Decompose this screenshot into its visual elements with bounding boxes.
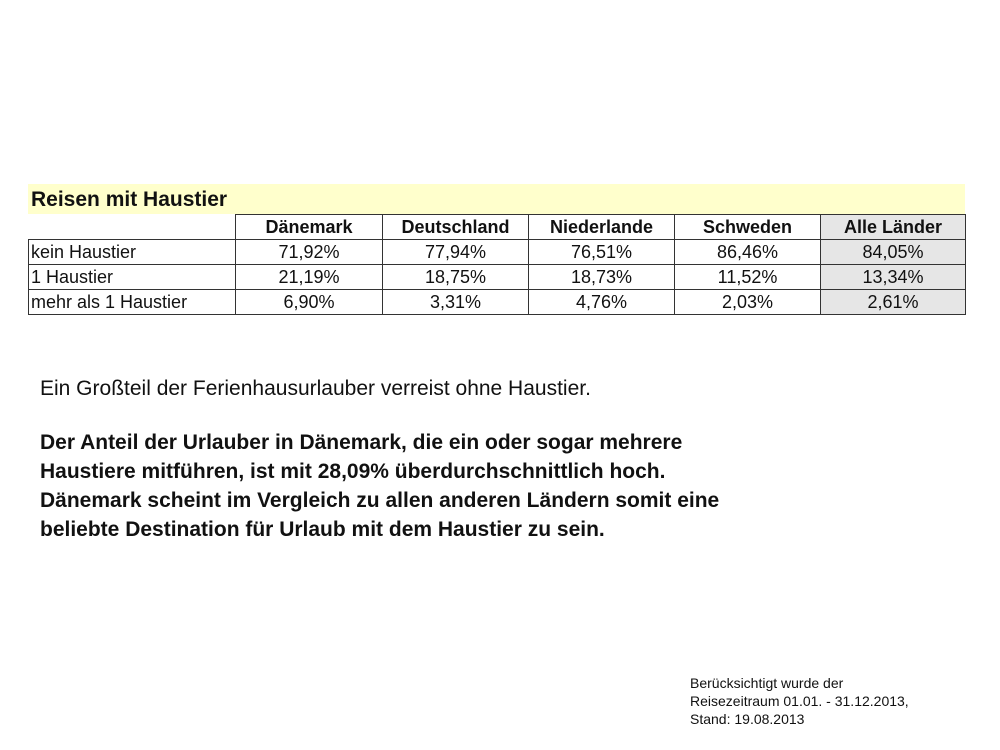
table-cell: 6,90% [236,290,383,315]
summary-conclusion-line: Haustiere mitführen, ist mit 28,09% überdurchschnittlich hoch. [40,460,666,483]
table-header-row [29,215,966,240]
row-label: 1 Haustier [29,265,236,290]
pet-travel-table-block [28,184,965,315]
table-cell: 77,94% [383,240,529,265]
column-header: Schweden [675,215,821,240]
summary-conclusion-line: beliebte Destination für Urlaub mit dem Haustier zu sein. [40,518,605,541]
column-header-all-countries: Alle Länder [821,215,966,240]
footnote [690,674,909,728]
row-label: mehr als 1 Haustier [29,290,236,315]
column-header: Niederlande [529,215,675,240]
table-cell: 3,31% [383,290,529,315]
table-cell: 18,75% [383,265,529,290]
table-cell: 21,19% [236,265,383,290]
table-row [29,240,966,265]
table-cell: 2,03% [675,290,821,315]
summary-conclusion-line: Der Anteil der Urlauber in Dänemark, die ein oder sogar mehrere [40,431,683,454]
summary-conclusion-line: Dänemark scheint im Vergleich zu allen anderen Ländern somit eine [40,489,720,512]
table-cell: 76,51% [529,240,675,265]
column-header: Deutschland [383,215,529,240]
pet-travel-table [28,214,966,315]
table-row [29,265,966,290]
table-cell: 11,52% [675,265,821,290]
footnote-line: Berücksichtigt wurde der [690,675,844,691]
footnote-line: Reisezeitraum 01.01. - 31.12.2013, [690,693,909,709]
table-cell: 86,46% [675,240,821,265]
table-cell-all-countries: 84,05% [821,240,966,265]
table-title: Reisen mit Haustier [28,184,965,214]
table-cell: 71,92% [236,240,383,265]
summary-text [40,374,940,544]
summary-conclusion [40,428,940,544]
footnote-line: Stand: 19.08.2013 [690,711,805,727]
column-header: Dänemark [236,215,383,240]
table-row [29,290,966,315]
table-corner-cell [29,215,236,240]
row-label: kein Haustier [29,240,236,265]
table-cell-all-countries: 13,34% [821,265,966,290]
table-cell-all-countries: 2,61% [821,290,966,315]
table-cell: 4,76% [529,290,675,315]
table-cell: 18,73% [529,265,675,290]
summary-intro: Ein Großteil der Ferienhausurlauber verreist ohne Haustier. [40,377,591,400]
